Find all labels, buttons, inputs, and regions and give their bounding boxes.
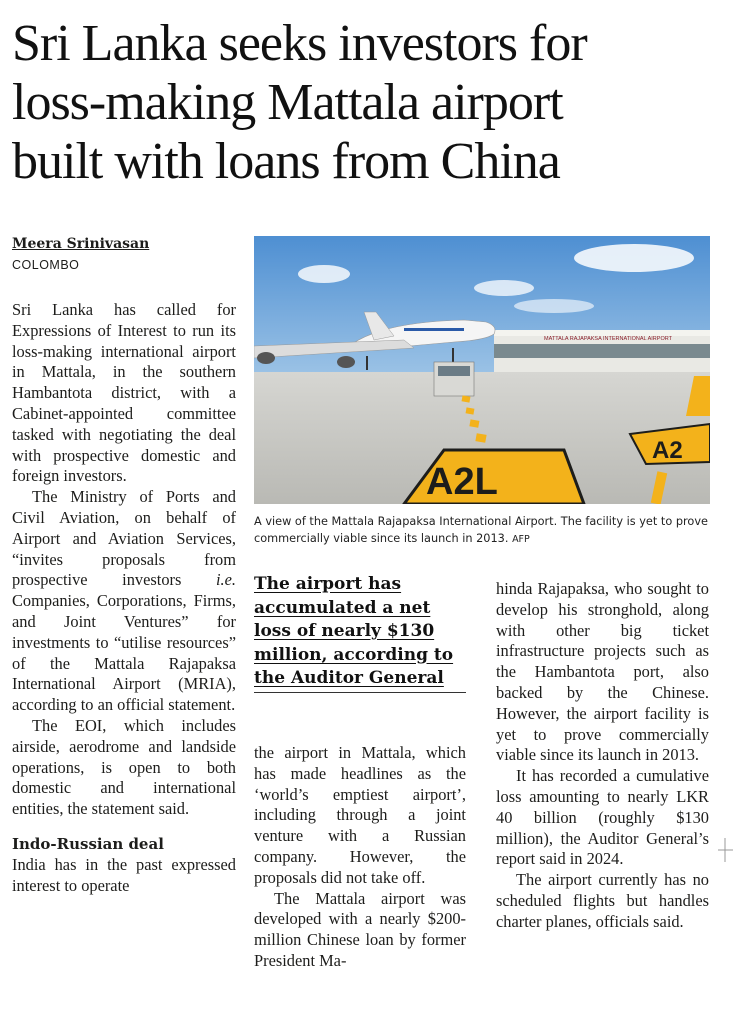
article-column-2	[254, 743, 466, 972]
paragraph-2	[12, 487, 236, 716]
headline-line-1: Sri Lanka seeks investors for	[12, 15, 587, 72]
photo-caption	[254, 513, 714, 548]
article-column-3	[496, 579, 709, 933]
pull-quote-text: The airport has accumulated a net loss of nearly $130 million, according to the Auditor General	[254, 574, 454, 688]
paragraph-1: Sri Lanka has called for Expressions of Interest to run its loss-making international airport in Mattala, in the southern Hambantota district, with a Cabinet-appointed committee tasked with negotiating the deal with prospective domestic and foreign investors.	[12, 300, 236, 486]
subhead: Indo-Russian deal	[12, 834, 164, 853]
paragraph-6: It has recorded a cumulative loss amounting to nearly LKR 40 billion (roughly $130 million), the Auditor General’s report said in 2024.	[496, 766, 709, 869]
cloud	[474, 280, 534, 296]
pull-quote	[254, 573, 466, 691]
article-column-1	[12, 300, 236, 896]
paragraph-5-start: The Mattala airport was developed with a nearly $200-million Chinese loan by former President Ma-	[254, 888, 466, 970]
paragraph-4-cont: the airport in Mattala, which has made headlines as the ‘world’s emptiest airport’, including through a joint venture with a Russian company. However, the proposals did not take off.	[254, 743, 466, 887]
paragraph-3: The EOI, which includes airside, aerodrome and landside operations, is open to both domestic and international entities, the statement said.	[12, 715, 236, 819]
airport-photo-illustration	[254, 236, 710, 504]
dateline: COLOMBO	[12, 258, 80, 272]
paragraph-4-start: India has in the past expressed interest to operate	[12, 854, 236, 895]
terminal-sign: MATTALA RAJAPAKSA INTERNATIONAL AIRPORT	[544, 336, 672, 342]
crop-mark-icon	[718, 838, 733, 862]
byline-author: Meera Srinivasan	[12, 236, 150, 252]
photo-credit: AFP	[512, 534, 530, 545]
cloud	[298, 265, 350, 283]
headline-line-2: loss-making Mattala airport	[12, 74, 563, 131]
cloud	[574, 244, 694, 272]
paragraph-2-ie: i.e.	[215, 570, 236, 590]
paragraph-2-part-a: The Ministry of Ports and Civil Aviation, on behalf of Airport and Aviation Services, “invites proposals from prospective investors	[12, 487, 236, 590]
headline	[12, 14, 724, 191]
paragraph-7: The airport currently has no scheduled flights but handles charter planes, officials said.	[496, 870, 709, 931]
caption-text: A view of the Mattala Rajapaksa International Airport. The facility is yet to prove commercially viable since its launch in 2013.	[254, 515, 708, 545]
pull-quote-rule	[254, 692, 466, 693]
headline-line-3: built with loans from China	[12, 133, 560, 190]
stand-marking-label: A2L	[426, 461, 498, 503]
stand-marking-label-2: A2	[652, 437, 683, 464]
article-photo	[254, 236, 710, 504]
paragraph-5-cont: hinda Rajapaksa, who sought to develop his stronghold, along with other big ticket infrastructure projects such as the Hambantota port, also backed by the Chinese. However, the airport facility is yet to prove commercially viable since its launch in 2013.	[496, 579, 709, 765]
cloud	[514, 299, 594, 313]
paragraph-2-part-b: Companies, Corporations, Firms, and Joint Ventures” for investments to “utilise resources” of the Mattala Rajapaksa International Airport (MRIA), according to an official statement.	[12, 591, 236, 715]
